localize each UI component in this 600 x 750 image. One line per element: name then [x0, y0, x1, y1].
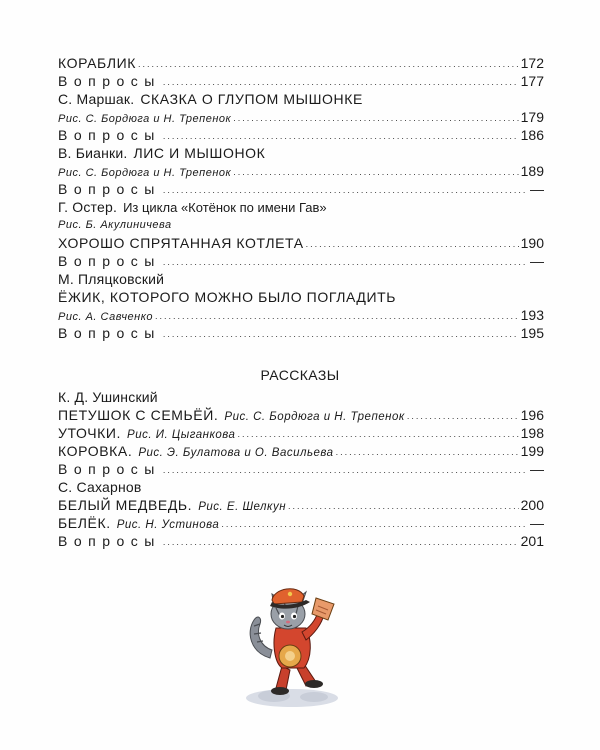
dot-leader: [233, 163, 518, 181]
page-number: —: [530, 515, 544, 531]
entry-title: КОРАБЛИК: [58, 55, 137, 71]
entry-title: Вопросы: [58, 253, 161, 269]
page-number: —: [530, 461, 544, 477]
illustrator-credit: Рис. С. Бордюга и Н. Трепенок: [224, 411, 405, 423]
page-number: 198: [520, 425, 544, 441]
toc-entry-questions[interactable]: [58, 460, 544, 478]
dot-leader: [221, 515, 528, 533]
toc-entry-questions[interactable]: [58, 252, 544, 270]
page-number: 172: [520, 55, 544, 71]
toc-entry[interactable]: [58, 54, 544, 72]
entry-title: Вопросы: [58, 533, 161, 549]
entry-title: ХОРОШО СПРЯТАННАЯ КОТЛЕТА: [58, 235, 304, 251]
page-number: —: [530, 181, 544, 197]
toc-entry-questions[interactable]: [58, 324, 544, 342]
entry-title: ЛИС И МЫШОНОК: [133, 145, 266, 161]
dot-leader: [163, 533, 519, 551]
entry-title: Вопросы: [58, 181, 161, 197]
author-name: Г. Остер.: [58, 199, 118, 215]
toc-title: [58, 288, 544, 306]
illustrator-credit: Рис. Э. Булатова и О. Васильева: [138, 447, 334, 459]
page-number: 190: [520, 235, 544, 251]
dot-leader: [163, 181, 528, 199]
toc-author: [58, 478, 544, 496]
dot-leader: [407, 407, 519, 425]
page-number: 186: [520, 127, 544, 143]
entry-title: СКАЗКА О ГЛУПОМ МЫШОНКЕ: [140, 91, 363, 107]
entry-title: БЕЛЫЙ МЕДВЕДЬ.: [58, 497, 193, 513]
dot-leader: [306, 235, 519, 253]
entry-title: УТОЧКИ.: [58, 425, 122, 441]
page-number: 189: [520, 163, 544, 179]
toc-entry-questions[interactable]: [58, 180, 544, 198]
author-name: В. Бианки.: [58, 145, 128, 161]
dot-leader: [163, 325, 519, 343]
author-name: К. Д. Ушинский: [58, 389, 158, 405]
page-number: 179: [520, 109, 544, 125]
toc-entry[interactable]: [58, 442, 544, 460]
toc-entry-questions[interactable]: [58, 72, 544, 90]
toc-author-title: [58, 144, 544, 162]
entry-title: Вопросы: [58, 461, 161, 477]
page-number: —: [530, 253, 544, 269]
illustrator-credit: Рис. А. Савченко: [58, 311, 154, 323]
page-number: 193: [520, 307, 544, 323]
page-number: 195: [520, 325, 544, 341]
dot-leader: [155, 307, 519, 325]
toc-author-title: [58, 90, 544, 108]
entry-title: ПЕТУШОК С СЕМЬЁЙ.: [58, 407, 219, 423]
page-number: 177: [520, 73, 544, 89]
toc-entry[interactable]: [58, 514, 544, 532]
toc-entry[interactable]: [58, 306, 544, 324]
author-name: С. Маршак.: [58, 91, 135, 107]
toc-entry[interactable]: [58, 424, 544, 442]
entry-title: КОРОВКА.: [58, 443, 133, 459]
page-number: 196: [520, 407, 544, 423]
toc-author-title: [58, 198, 544, 216]
dot-leader: [163, 253, 528, 271]
entry-title: Вопросы: [58, 73, 161, 89]
toc-entry[interactable]: [58, 234, 544, 252]
toc-entry[interactable]: [58, 406, 544, 424]
section-heading: РАССКАЗЫ: [260, 367, 340, 383]
dot-leader: [237, 425, 518, 443]
page-number: 201: [520, 533, 544, 549]
dot-leader: [138, 55, 519, 73]
page-number: 200: [520, 497, 544, 513]
toc-entry-questions[interactable]: [58, 532, 544, 550]
author-name: М. Пляцковский: [58, 271, 165, 287]
illustrator-credit: Рис. Б. Акулиничева: [58, 219, 172, 231]
illustrator-credit: Рис. С. Бордюга и Н. Трепенок: [58, 113, 232, 125]
entry-title: ЁЖИК, КОТОРОГО МОЖНО БЫЛО ПОГЛАДИТЬ: [58, 289, 397, 305]
dot-leader: [163, 73, 519, 91]
page-number: 199: [520, 443, 544, 459]
illustrator-credit: Рис. С. Бордюга и Н. Трепенок: [58, 167, 232, 179]
illustrator-credit: Рис. И. Цыганкова: [127, 429, 236, 441]
author-name: С. Сахарнов: [58, 479, 142, 495]
toc-entry[interactable]: [58, 496, 544, 514]
dot-leader: [288, 497, 519, 515]
entry-title: Из цикла «Котёнок по имени Гав»: [123, 200, 327, 215]
entry-title: БЕЛЁК.: [58, 515, 111, 531]
toc-author: [58, 270, 544, 288]
toc-entry[interactable]: [58, 162, 544, 180]
entry-title: Вопросы: [58, 127, 161, 143]
dot-leader: [163, 127, 519, 145]
dot-leader: [336, 443, 519, 461]
toc-stories-section: [58, 388, 544, 550]
toc-entry[interactable]: [58, 108, 544, 126]
toc-author: [58, 388, 544, 406]
toc-entry-questions[interactable]: [58, 126, 544, 144]
toc-fairy-tales-section: [58, 54, 544, 342]
dot-leader: [163, 461, 528, 479]
dot-leader: [233, 109, 518, 127]
cat-in-cap-illustration-icon: [232, 570, 352, 710]
illustrator-credit: Рис. Е. Шелкун: [198, 501, 287, 513]
toc-illustrator-line: [58, 216, 544, 234]
illustrator-credit: Рис. Н. Устинова: [116, 519, 220, 531]
entry-title: Вопросы: [58, 325, 161, 341]
